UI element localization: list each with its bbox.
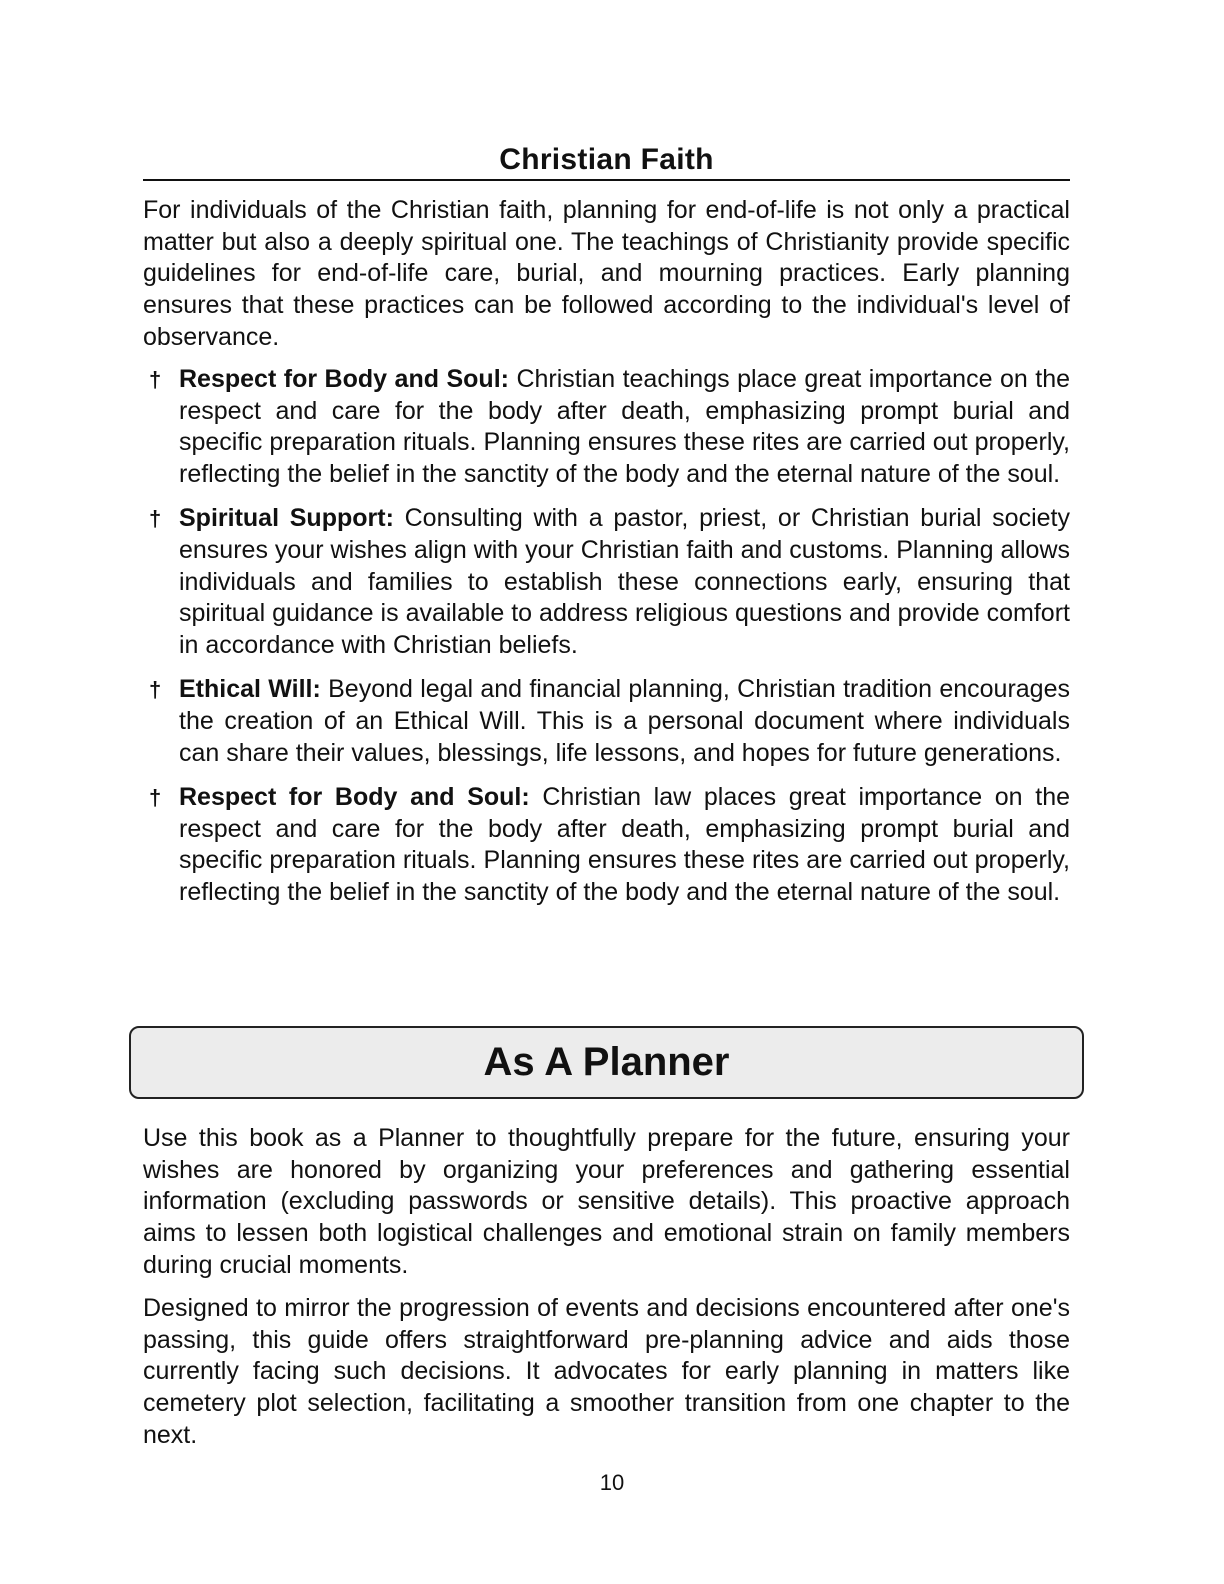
bullet-text: Consulting with a pastor, priest, or Christian burial society ensures your wishes align with your Christian faith and customs. Planning allows individuals and families to establish these connections early, ensuring that spiritual guidance is available to address religious questions and provide comfort in accordance with Christian beliefs. bbox=[179, 504, 1070, 660]
bullet-text: Christian law places great importance on the respect and care for the body after death, emphasizing prompt burial and specific preparation rituals. Planning ensures these rites are carried out properly, reflecting the belief in the sanctity of the body and the eternal nature of the soul. bbox=[179, 782, 1071, 907]
planner-heading-box bbox=[129, 1026, 1084, 1099]
bullet-term: Spiritual Support: bbox=[179, 504, 394, 533]
bullet-term: Ethical Will: bbox=[179, 675, 321, 704]
bullet-text: Beyond legal and financial planning, Christian tradition encourages the creation of an Ethical Will. This is a personal document where individuals can share their values, blessings, life lessons, and hopes for future generations. bbox=[179, 675, 1070, 767]
title-underline bbox=[143, 179, 1070, 181]
list-item bbox=[143, 364, 1070, 491]
planner-paragraph: Use this book as a Planner to thoughtfully prepare for the future, ensuring your wishes are honored by organizing your preferences and gathering essential information (excluding passwords or sensitive details). This proactive approach aims to lessen both logistical challenges and emotional strain on family members during crucial moments. bbox=[143, 1124, 1070, 1279]
intro-paragraph: For individuals of the Christian faith, planning for end-of-life is not only a practical matter but also a deeply spiritual one. The teachings of Christianity provide specific guidelines for end-of-life care, burial, and mourning practices. Early planning ensures that these practices can be followed according to the individual's level of observance. bbox=[143, 196, 1070, 351]
section-title: Christian Faith bbox=[499, 143, 714, 176]
list-item bbox=[143, 674, 1070, 769]
cross-bullet-icon: † bbox=[149, 677, 162, 703]
planner-paragraph: Designed to mirror the progression of events and decisions encountered after one's passing, this guide offers straightforward pre-planning advice and aids those currently facing such decisions. It advocates for early planning in matters like cemetery plot selection, facilitating a smoother transition from one chapter to the next. bbox=[143, 1294, 1070, 1449]
bullet-term: Respect for Body and Soul: bbox=[179, 782, 530, 811]
cross-bullet-icon: † bbox=[149, 367, 162, 392]
bullet-text: Christian teachings place great importance on the respect and care for the body after death, emphasizing prompt burial and specific preparation rituals. Planning ensures these rites are carried out properly, reflecting the belief in the sanctity of the body and the eternal nature of the soul. bbox=[179, 365, 1071, 489]
list-item bbox=[143, 782, 1070, 909]
page-number: 10 bbox=[599, 1470, 625, 1495]
cross-bullet-icon: † bbox=[149, 784, 162, 810]
bullet-list bbox=[143, 364, 1070, 921]
cross-bullet-icon: † bbox=[149, 506, 162, 532]
bullet-term: Respect for Body and Soul: bbox=[179, 365, 509, 393]
list-item bbox=[143, 503, 1070, 662]
planner-heading: As A Planner bbox=[483, 1040, 730, 1084]
